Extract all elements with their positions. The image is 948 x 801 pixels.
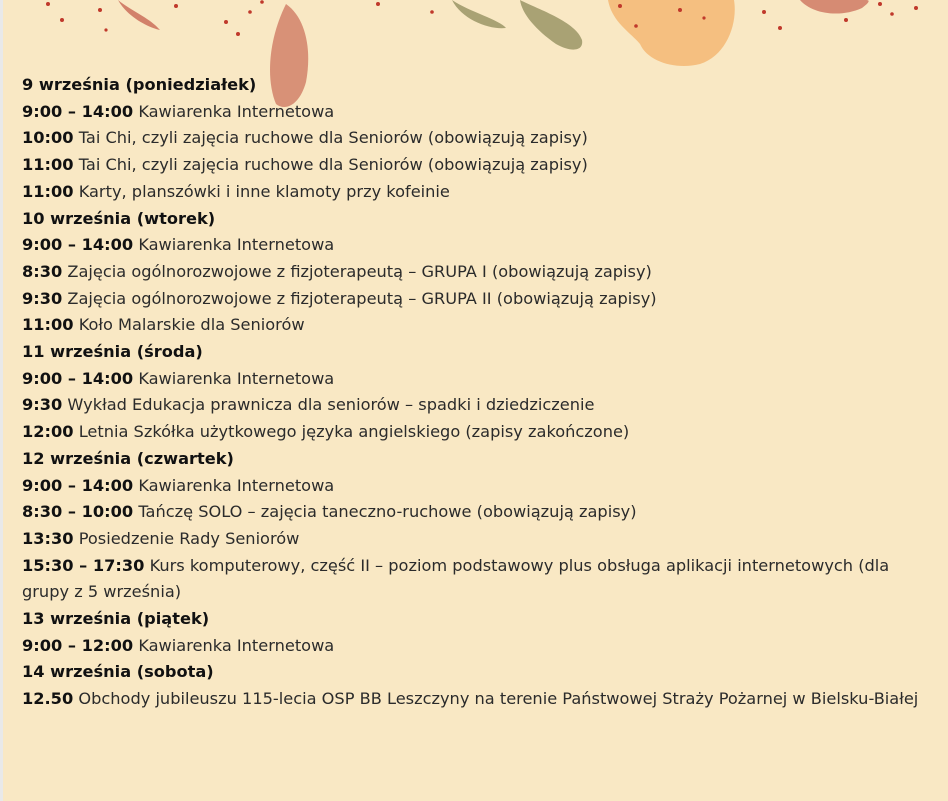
event-time: 12:00: [22, 422, 74, 442]
event-time: 11:00: [22, 155, 74, 175]
event-description: Wykład Edukacja prawnicza dla seniorów – spadki i dziedziczenie: [67, 395, 595, 415]
event-time: 8:30: [22, 261, 63, 281]
event-time: 13:30: [22, 528, 74, 548]
event-description: Zajęcia ogólnorozwojowe z fizjoterapeutą – GRUPA II (obowiązują zapisy): [67, 288, 657, 308]
event-item: [22, 473, 927, 500]
event-time: 10:00: [22, 128, 74, 148]
event-item: [22, 633, 927, 660]
event-description: Koło Malarskie dla Seniorów: [78, 315, 305, 335]
event-item: [22, 99, 927, 126]
event-description: Tańczę SOLO – zajęcia taneczno-ruchowe (obowiązują zapisy): [138, 502, 637, 522]
event-item: [22, 526, 927, 553]
event-time: 15:30 – 17:30: [22, 555, 145, 575]
event-item: [22, 686, 927, 713]
event-time: 9:00 – 14:00: [22, 235, 134, 255]
page-left-border: [0, 0, 3, 801]
day-heading: 13 września (piątek): [22, 609, 210, 629]
event-item: [22, 125, 927, 152]
leaf-icon: [520, 0, 582, 50]
event-description: Kawiarenka Internetowa: [138, 635, 335, 655]
event-description: Posiedzenie Rady Seniorów: [78, 528, 300, 548]
event-description: Kawiarenka Internetowa: [138, 475, 335, 495]
day-heading: 11 września (środa): [22, 342, 203, 362]
event-description: Karty, planszówki i inne klamoty przy kofeinie: [78, 181, 450, 201]
event-time: 9:00 – 14:00: [22, 368, 134, 388]
event-description: Kawiarenka Internetowa: [138, 101, 335, 121]
leaf-icon: [608, 0, 735, 66]
event-time: 8:30 – 10:00: [22, 502, 134, 522]
event-item: [22, 232, 927, 259]
event-time: 9:30: [22, 395, 63, 415]
event-item: [22, 553, 927, 606]
event-description: Kawiarenka Internetowa: [138, 235, 335, 255]
event-item: [22, 419, 927, 446]
event-time: 9:00 – 14:00: [22, 475, 134, 495]
event-item: [22, 259, 927, 286]
day-heading: 14 września (sobota): [22, 662, 214, 682]
event-time: 11:00: [22, 181, 74, 201]
leaf-icon: [800, 0, 869, 14]
event-time: 9:00 – 14:00: [22, 101, 134, 121]
event-description: Kurs komputerowy, część II – poziom podstawowy plus obsługa aplikacji internetowych (dla grupy z 5 września): [22, 555, 890, 602]
day-heading: 9 września (poniedziałek): [22, 75, 257, 94]
event-description: Tai Chi, czyli zajęcia ruchowe dla Seniorów (obowiązują zapisy): [78, 155, 588, 175]
event-item: [22, 392, 927, 419]
event-description: Obchody jubileuszu 115-lecia OSP BB Leszczyny na terenie Państwowej Straży Pożarnej w Bielsku-Białej: [78, 689, 919, 709]
event-time: 9:30: [22, 288, 63, 308]
leaf-icon: [452, 0, 506, 28]
event-item: [22, 499, 927, 526]
event-time: 11:00: [22, 315, 74, 335]
leaf-icon: [118, 0, 160, 30]
day-heading: 12 września (czwartek): [22, 448, 234, 468]
event-description: Zajęcia ogólnorozwojowe z fizjoterapeutą – GRUPA I (obowiązują zapisy): [67, 261, 652, 281]
event-description: Kawiarenka Internetowa: [138, 368, 335, 388]
event-item: [22, 366, 927, 393]
event-description: Letnia Szkółka użytkowego języka angielskiego (zapisy zakończone): [78, 422, 630, 442]
event-description: Tai Chi, czyli zajęcia ruchowe dla Seniorów (obowiązują zapisy): [78, 128, 588, 148]
event-time: 12.50: [22, 689, 74, 709]
event-item: [22, 286, 927, 313]
event-schedule: [22, 72, 927, 713]
event-item: [22, 152, 927, 179]
day-heading: 10 września (wtorek): [22, 208, 216, 228]
event-item: [22, 312, 927, 339]
event-time: 9:00 – 12:00: [22, 635, 134, 655]
event-item: [22, 179, 927, 206]
